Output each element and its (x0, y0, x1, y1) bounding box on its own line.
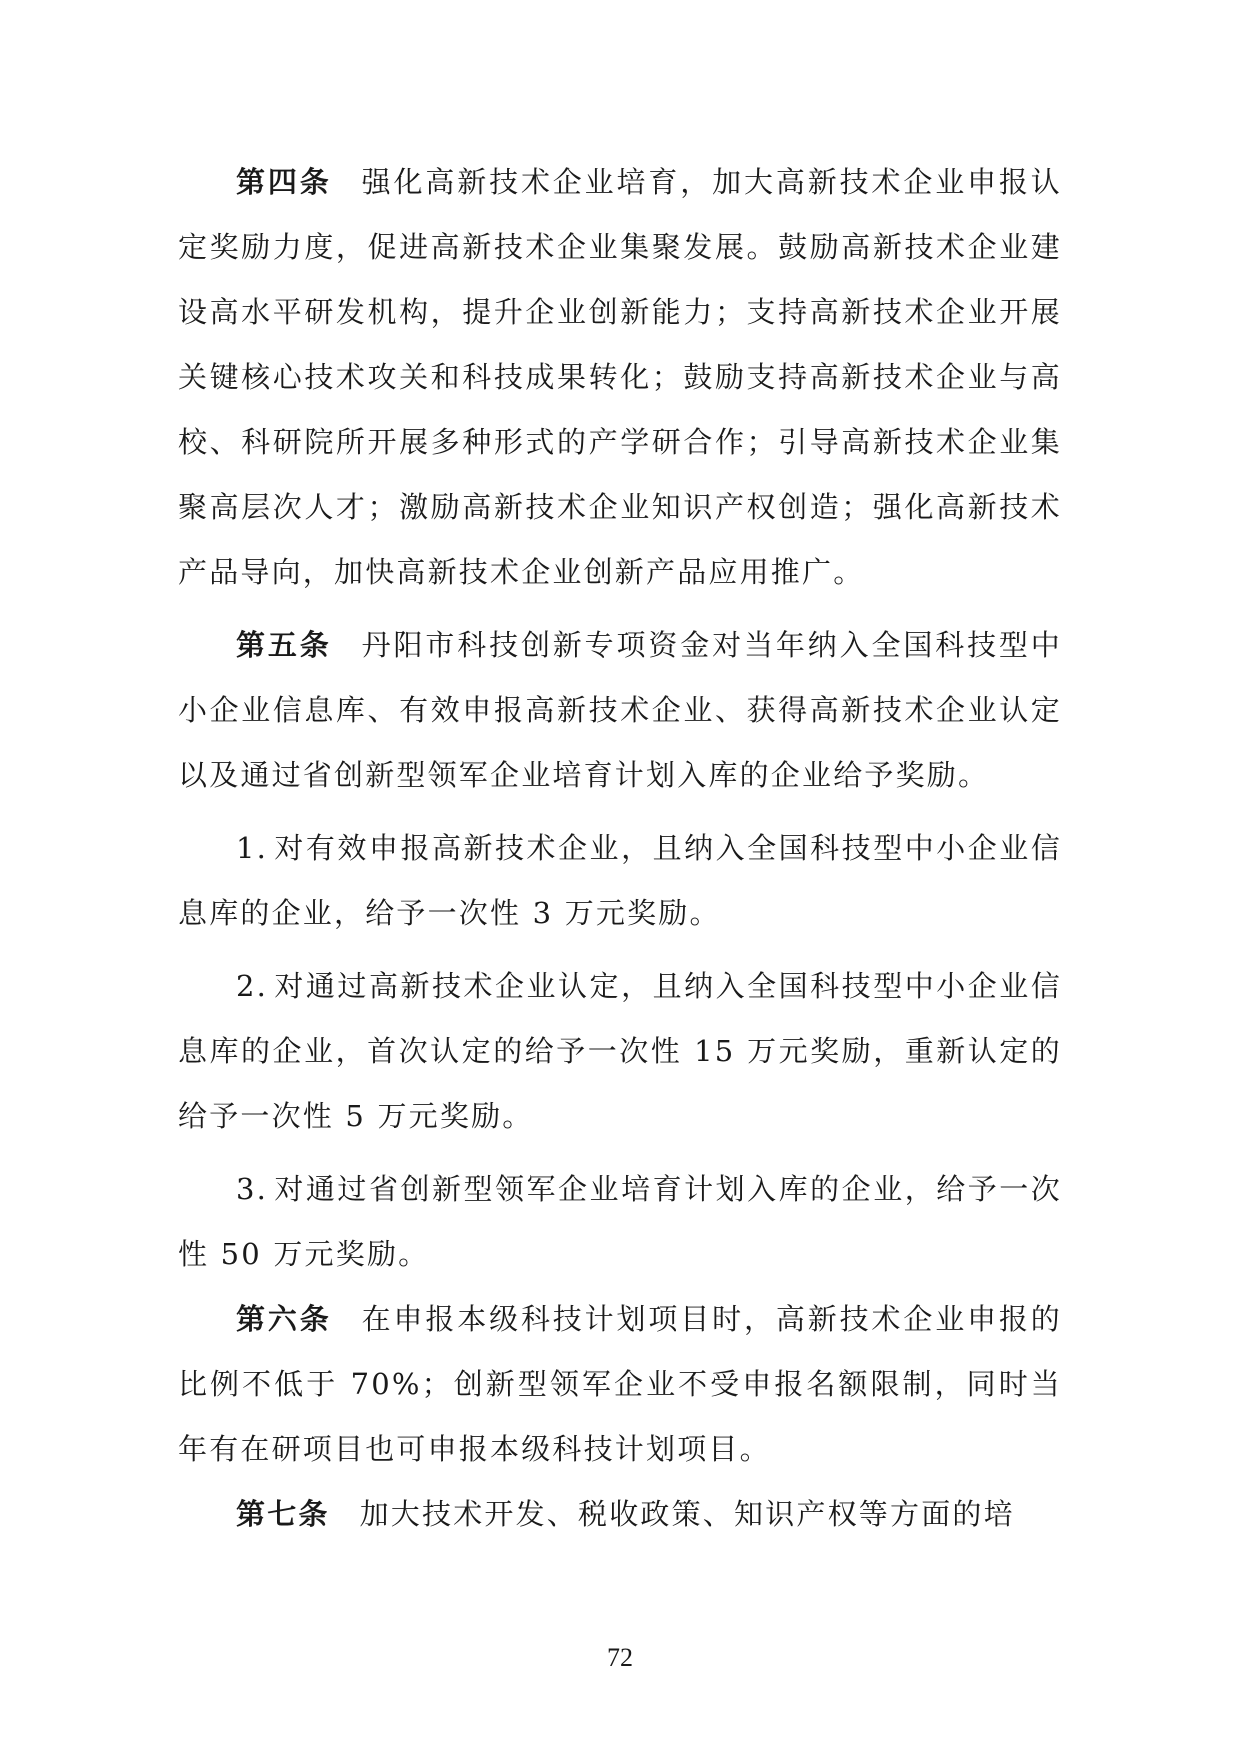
document-body (178, 150, 1062, 1547)
item-3-text: 对通过省创新型领军企业培育计划入库的企业，给予一次性 50 万元奖励。 (178, 1172, 1062, 1271)
item-3-number: 3. (236, 1172, 269, 1206)
item-1-number: 1. (236, 831, 269, 865)
article-4-text: 强化高新技术企业培育，加大高新技术企业申报认定奖励力度，促进高新技术企业集聚发展。鼓励高新技术企业建设高水平研发机构，提升企业创新能力；支持高新技术企业开展关键核心技术攻关和科技成果转化；鼓励支持高新技术企业与高校、科研院所开展多种形式的产学研合作；引导高新技术企业集聚高层次人才；激励高新技术企业知识产权创造；强化高新技术产品导向，加快高新技术企业创新产品应用推广。 (178, 165, 1062, 589)
item-2-number: 2. (236, 969, 269, 1003)
article-6-text: 在申报本级科技计划项目时，高新技术企业申报的比例不低于 70%；创新型领军企业不受申报名额限制，同时当年有在研项目也可申报本级科技计划项目。 (178, 1302, 1062, 1466)
page-number: 72 (607, 1643, 633, 1672)
article-5-label: 第五条 (236, 628, 332, 662)
article-5-text: 丹阳市科技创新专项资金对当年纳入全国科技型中小企业信息库、有效申报高新技术企业、获得高新技术企业认定以及通过省创新型领军企业培育计划入库的企业给予奖励。 (178, 628, 1062, 792)
article-5 (178, 613, 1062, 808)
article-7-label: 第七条 (236, 1497, 330, 1531)
article-4 (178, 150, 1062, 605)
item-2-text: 对通过高新技术企业认定，且纳入全国科技型中小企业信息库的企业，首次认定的给予一次性 15 万元奖励，重新认定的给予一次性 5 万元奖励。 (178, 969, 1062, 1133)
item-1-text: 对有效申报高新技术企业，且纳入全国科技型中小企业信息库的企业，给予一次性 3 万元奖励。 (178, 831, 1062, 930)
article-4-label: 第四条 (236, 165, 332, 199)
article-6 (178, 1287, 1062, 1482)
article-7-text: 加大技术开发、税收政策、知识产权等方面的培 (359, 1497, 1015, 1531)
article-7 (178, 1482, 1062, 1547)
article-5-item-1 (178, 816, 1062, 946)
article-5-item-3 (178, 1157, 1062, 1287)
article-6-label: 第六条 (236, 1302, 332, 1336)
article-5-item-2 (178, 954, 1062, 1149)
